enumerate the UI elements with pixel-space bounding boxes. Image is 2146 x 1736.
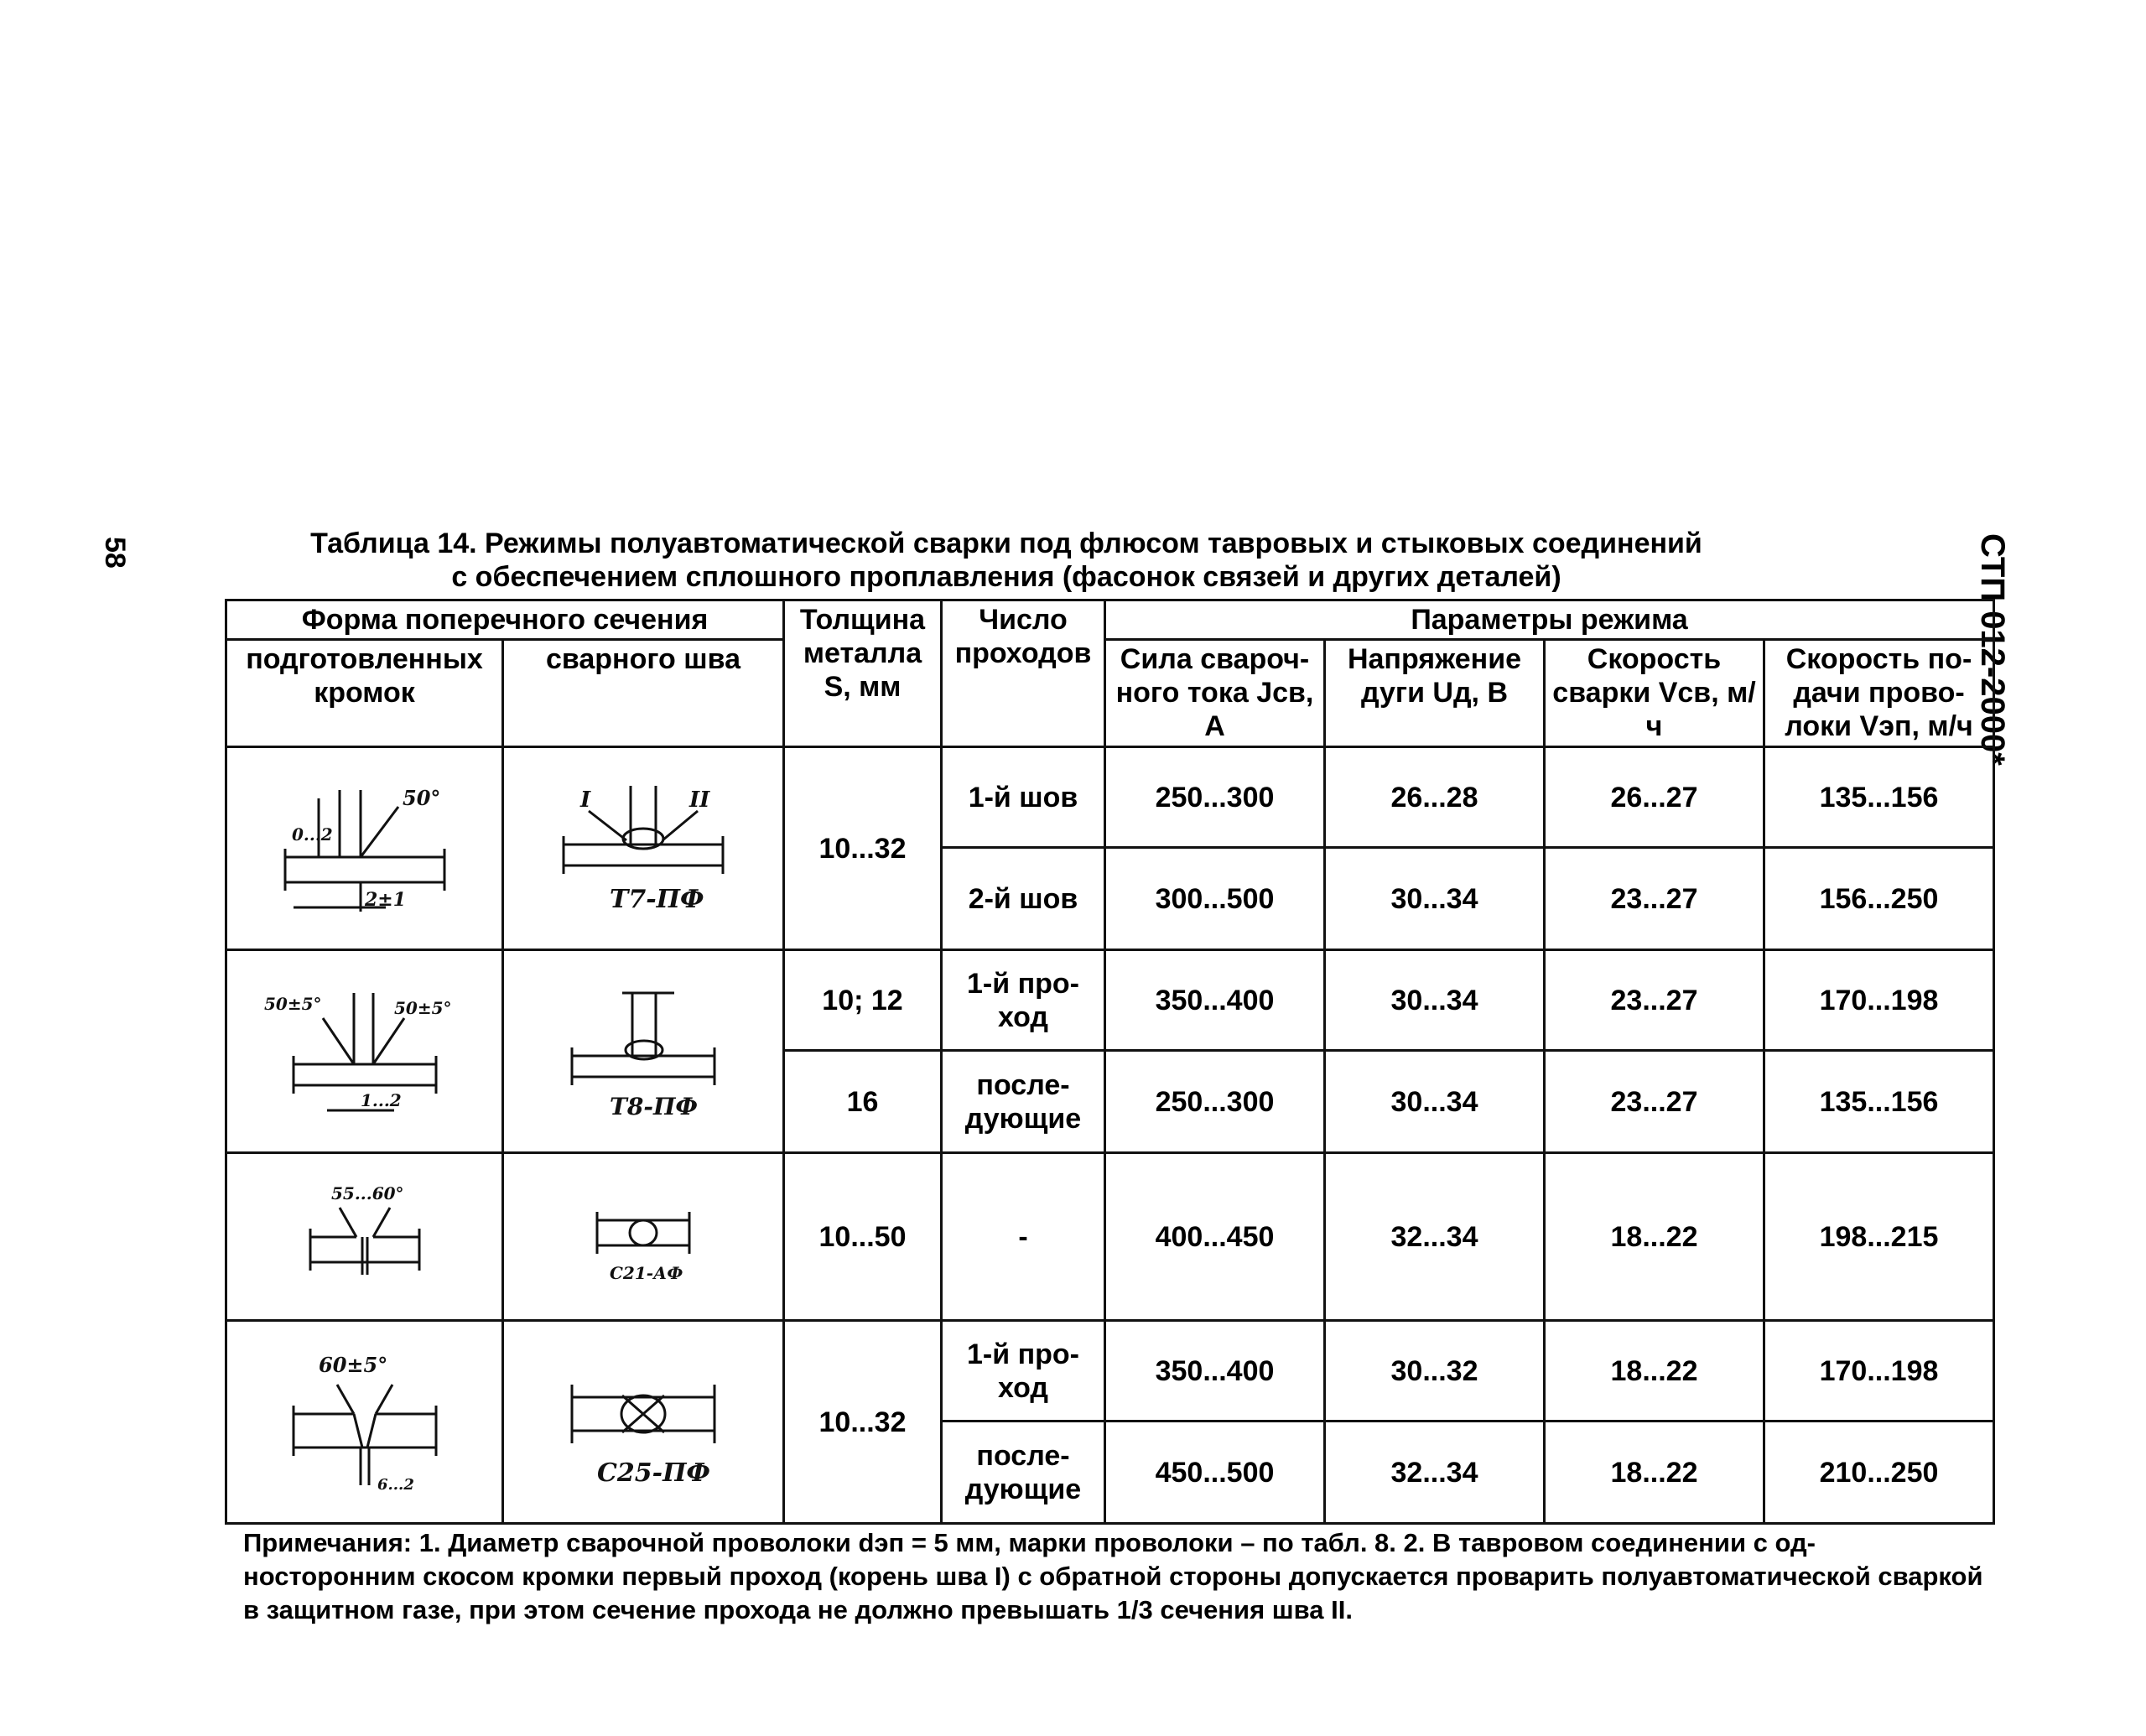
table-notes xyxy=(243,1526,1988,1627)
feed-cell: 135...156 xyxy=(1764,747,1994,848)
current-cell: 350...400 xyxy=(1105,1321,1325,1422)
svg-text:Т8-ПФ: Т8-ПФ xyxy=(610,1092,698,1120)
current-cell: 250...300 xyxy=(1105,1051,1325,1153)
document-code: СТП 012-2000* xyxy=(1974,533,2011,766)
speed-cell: 18...22 xyxy=(1545,1321,1764,1422)
svg-text:1...2: 1...2 xyxy=(360,1089,402,1110)
current-cell: 250...300 xyxy=(1105,747,1325,848)
voltage-cell: 32...34 xyxy=(1325,1422,1545,1524)
svg-text:50±5°: 50±5° xyxy=(393,997,452,1018)
edge-prep-diagram-3 xyxy=(226,1153,503,1321)
header-weld: сварного шва xyxy=(503,640,784,747)
page-number: 58 xyxy=(99,537,131,569)
notes-label: Примечания: xyxy=(243,1528,413,1557)
header-edges: подготовленных кромок xyxy=(226,640,503,747)
speed-cell: 23...27 xyxy=(1545,1051,1764,1153)
passes-cell: 1-й шов xyxy=(942,747,1105,848)
passes-cell: после-дующие xyxy=(942,1422,1105,1524)
svg-text:2±1: 2±1 xyxy=(364,888,406,911)
speed-cell: 18...22 xyxy=(1545,1422,1764,1524)
caption-line-1: Таблица 14. Режимы полуавтоматической сварки под флюсом тавровых и стыковых соединений xyxy=(310,528,1702,559)
passes-cell: после-дующие xyxy=(942,1051,1105,1153)
header-current: Сила свароч-ного тока Jсв, А xyxy=(1105,640,1325,747)
thickness-cell: 16 xyxy=(784,1051,942,1153)
header-thickness: Толщина металла S, мм xyxy=(784,600,942,747)
header-cross-section: Форма поперечного сечения xyxy=(226,600,784,640)
table-caption xyxy=(210,527,1803,594)
thickness-cell: 10...50 xyxy=(784,1153,942,1321)
svg-text:С25-ПФ: С25-ПФ xyxy=(597,1458,710,1488)
feed-cell: 156...250 xyxy=(1764,848,1994,950)
feed-cell: 198...215 xyxy=(1764,1153,1994,1321)
weld-seam-diagram-3 xyxy=(503,1153,784,1321)
voltage-cell: 30...34 xyxy=(1325,848,1545,950)
weld-seam-diagram-1 xyxy=(503,747,784,950)
svg-text:50°: 50° xyxy=(402,785,440,810)
welding-modes-table xyxy=(225,599,1995,1525)
voltage-cell: 30...34 xyxy=(1325,1051,1545,1153)
current-cell: 400...450 xyxy=(1105,1153,1325,1321)
thickness-cell: 10; 12 xyxy=(784,950,942,1051)
svg-text:50±5°: 50±5° xyxy=(263,993,322,1014)
thickness-cell: 10...32 xyxy=(784,747,942,950)
edge-prep-diagram-1 xyxy=(226,747,503,950)
current-cell: 300...500 xyxy=(1105,848,1325,950)
svg-text:II: II xyxy=(689,787,710,813)
table-row xyxy=(226,747,1994,848)
header-speed: Скорость сварки Vсв, м/ч xyxy=(1545,640,1764,747)
voltage-cell: 30...32 xyxy=(1325,1321,1545,1422)
voltage-cell: 26...28 xyxy=(1325,747,1545,848)
header-passes: Число проходов xyxy=(942,600,1105,747)
svg-text:0...2: 0...2 xyxy=(291,824,333,845)
speed-cell: 23...27 xyxy=(1545,950,1764,1051)
svg-text:I: I xyxy=(580,787,591,813)
current-cell: 350...400 xyxy=(1105,950,1325,1051)
table-row xyxy=(226,950,1994,1051)
passes-cell: 1-й про-ход xyxy=(942,1321,1105,1422)
voltage-cell: 30...34 xyxy=(1325,950,1545,1051)
notes-text: 1. Диаметр сварочной проволоки dэп = 5 мм, марки проволоки – по табл. 8. 2. В тавровом соединении с од-носторонним скосом кромки первый проход (корень шва I) с обратной стороны допускается проварить полуавтоматической сваркой в защитном газе, при этом сечение прохода не должно превышать 1/3 сечения шва II. xyxy=(243,1528,1983,1624)
speed-cell: 23...27 xyxy=(1545,848,1764,950)
edge-prep-diagram-2 xyxy=(226,950,503,1153)
feed-cell: 210...250 xyxy=(1764,1422,1994,1524)
header-parameters: Параметры режима xyxy=(1105,600,1994,640)
feed-cell: 170...198 xyxy=(1764,950,1994,1051)
svg-text:Т7-ПФ: Т7-ПФ xyxy=(610,884,704,914)
table-row xyxy=(226,1321,1994,1422)
speed-cell: 26...27 xyxy=(1545,747,1764,848)
svg-text:6...2: 6...2 xyxy=(377,1475,414,1494)
edge-prep-diagram-4 xyxy=(226,1321,503,1524)
current-cell: 450...500 xyxy=(1105,1422,1325,1524)
svg-text:55...60°: 55...60° xyxy=(330,1182,404,1203)
voltage-cell: 32...34 xyxy=(1325,1153,1545,1321)
header-voltage: Напряжение дуги Uд, В xyxy=(1325,640,1545,747)
header-feed: Скорость по-дачи прово-локи Vэп, м/ч xyxy=(1764,640,1994,747)
passes-cell: 2-й шов xyxy=(942,848,1105,950)
svg-text:60±5°: 60±5° xyxy=(318,1352,387,1377)
feed-cell: 135...156 xyxy=(1764,1051,1994,1153)
svg-text:С21-АФ: С21-АФ xyxy=(610,1262,683,1283)
caption-line-2: с обеспечением сплошного проплавления (фасонок связей и других деталей) xyxy=(451,561,1561,593)
weld-seam-diagram-2 xyxy=(503,950,784,1153)
passes-cell: - xyxy=(942,1153,1105,1321)
table-row xyxy=(226,1153,1994,1321)
weld-seam-diagram-4 xyxy=(503,1321,784,1524)
feed-cell: 170...198 xyxy=(1764,1321,1994,1422)
passes-cell: 1-й про-ход xyxy=(942,950,1105,1051)
speed-cell: 18...22 xyxy=(1545,1153,1764,1321)
thickness-cell: 10...32 xyxy=(784,1321,942,1524)
